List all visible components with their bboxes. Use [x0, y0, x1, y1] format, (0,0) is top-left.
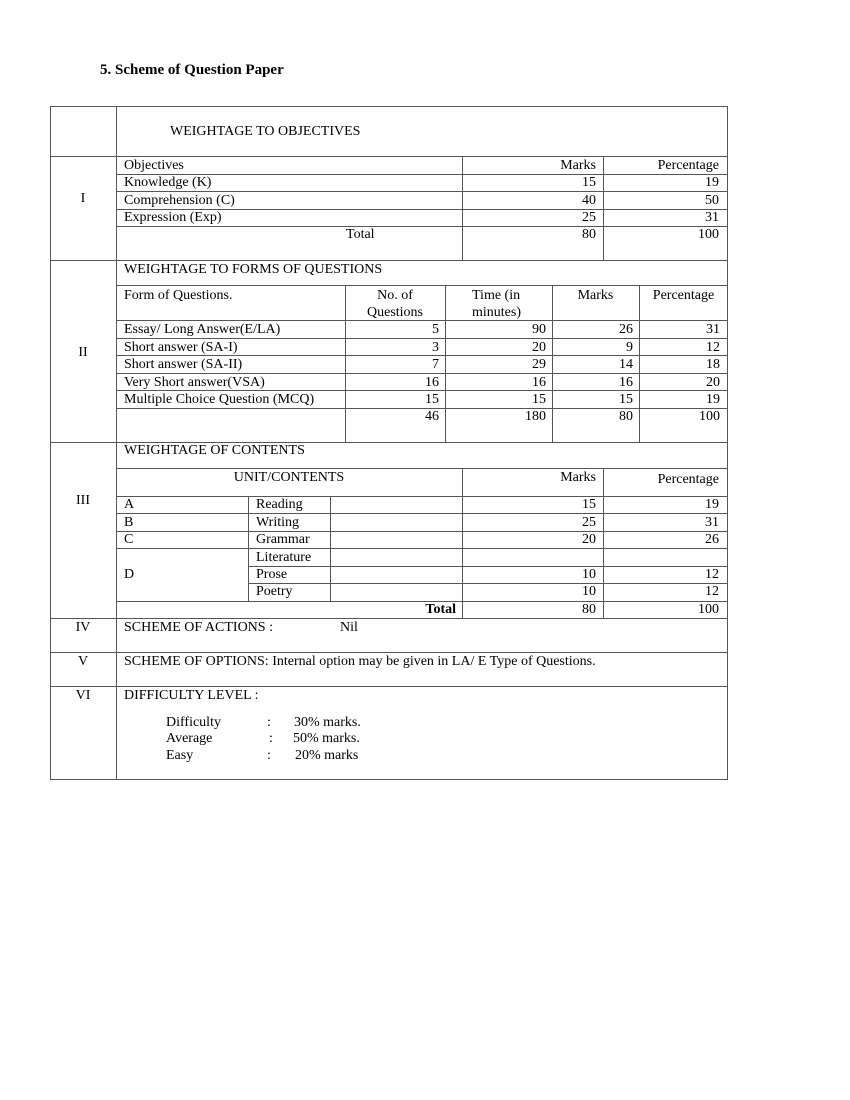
unit-letter: D — [124, 567, 135, 582]
question-count: 5 — [432, 322, 439, 337]
section-number: III — [76, 493, 90, 508]
difficulty-heading: DIFFICULTY LEVEL : — [124, 688, 259, 703]
objective-marks: 40 — [582, 193, 596, 208]
unit-percentage: 12 — [705, 567, 719, 582]
page-title: 5. Scheme of Question Paper — [100, 62, 284, 78]
contents-total-marks: 80 — [582, 602, 596, 617]
question-percentage: 19 — [706, 392, 720, 407]
difficulty-separator: : — [267, 748, 271, 763]
unit-letter: A — [124, 497, 135, 512]
unit-content: Prose — [256, 567, 288, 582]
question-marks: 15 — [619, 392, 633, 407]
difficulty-value: 20% marks — [295, 748, 359, 763]
objective-name: Knowledge (K) — [124, 175, 212, 190]
difficulty-level: Difficulty — [166, 715, 221, 730]
section-number: IV — [75, 620, 91, 635]
difficulty-level: Average — [166, 731, 213, 746]
question-percentage: 20 — [706, 375, 720, 390]
difficulty-separator: : — [267, 715, 271, 730]
section-number: VI — [75, 688, 91, 703]
difficulty-level: Easy — [166, 748, 194, 763]
unit-letter: B — [124, 515, 134, 530]
total-time: 180 — [525, 409, 546, 424]
scheme-of-options: SCHEME OF OPTIONS: Internal option may be given in LA/ E Type of Questions. — [124, 654, 596, 669]
contents-heading: WEIGHTAGE OF CONTENTS — [124, 443, 305, 458]
total-questions: 46 — [425, 409, 439, 424]
scheme-table — [50, 106, 728, 780]
question-time: 29 — [532, 357, 546, 372]
question-percentage: 18 — [706, 357, 720, 372]
objective-percentage: 19 — [705, 175, 719, 190]
objectives-total-label: Total — [346, 227, 375, 242]
question-form: Short answer (SA-II) — [124, 357, 243, 372]
scheme-of-actions-label: SCHEME OF ACTIONS : — [124, 620, 273, 635]
section-number: II — [78, 345, 88, 360]
question-time: 16 — [532, 375, 546, 390]
time-header: Time (in — [472, 288, 521, 303]
objective-percentage: 31 — [705, 210, 719, 225]
question-time: 15 — [532, 392, 546, 407]
contents-total-label: Total — [425, 602, 456, 617]
unit-content: Writing — [256, 515, 299, 530]
marks-header: Marks — [560, 158, 596, 173]
objectives-total-marks: 80 — [582, 227, 596, 242]
question-form: Multiple Choice Question (MCQ) — [124, 392, 315, 407]
form-header: Form of Questions. — [124, 288, 233, 303]
total-marks: 80 — [619, 409, 633, 424]
objective-marks: 15 — [582, 175, 596, 190]
question-marks: 14 — [619, 357, 633, 372]
percentage-header: Percentage — [652, 288, 715, 303]
question-time: 90 — [532, 322, 546, 337]
percentage-header: Percentage — [657, 158, 719, 173]
unit-percentage: 26 — [705, 532, 719, 547]
time-header-2: minutes) — [472, 305, 521, 320]
objectives-header: Objectives — [124, 158, 184, 173]
question-form: Essay/ Long Answer(E/LA) — [124, 322, 281, 337]
section-number: I — [80, 191, 86, 206]
unit-content: Grammar — [256, 532, 310, 547]
question-percentage: 31 — [706, 322, 720, 337]
question-marks: 9 — [626, 340, 633, 355]
contents-total-percentage: 100 — [698, 602, 719, 617]
no-questions-header: No. of — [377, 288, 413, 303]
question-time: 20 — [532, 340, 546, 355]
total-percentage: 100 — [699, 409, 720, 424]
unit-letter: C — [124, 532, 134, 547]
unit-percentage: 19 — [705, 497, 719, 512]
question-percentage: 12 — [706, 340, 720, 355]
difficulty-value: 30% marks. — [294, 715, 361, 730]
objectives-total-percentage: 100 — [698, 227, 719, 242]
unit-percentage: 31 — [705, 515, 719, 530]
difficulty-value: 50% marks. — [293, 731, 360, 746]
objective-marks: 25 — [582, 210, 596, 225]
question-count: 7 — [432, 357, 439, 372]
objectives-heading: WEIGHTAGE TO OBJECTIVES — [170, 124, 361, 139]
unit-marks: 10 — [582, 584, 596, 599]
unit-content: Reading — [256, 497, 303, 512]
unit-content: Literature — [256, 550, 312, 565]
unit-marks: 10 — [582, 567, 596, 582]
objective-percentage: 50 — [705, 193, 719, 208]
question-form: Very Short answer(VSA) — [124, 375, 265, 390]
question-count: 16 — [425, 375, 439, 390]
difficulty-separator: : — [269, 731, 273, 746]
marks-header: Marks — [577, 288, 614, 303]
unit-marks: 20 — [582, 532, 596, 547]
unit-contents-header: UNIT/CONTENTS — [233, 470, 345, 485]
question-marks: 16 — [619, 375, 633, 390]
objective-name: Expression (Exp) — [124, 210, 222, 225]
marks-header: Marks — [560, 470, 596, 485]
objective-name: Comprehension (C) — [124, 193, 235, 208]
question-count: 15 — [425, 392, 439, 407]
question-form: Short answer (SA-I) — [124, 340, 238, 355]
section-number: V — [77, 654, 89, 669]
unit-marks: 25 — [582, 515, 596, 530]
forms-heading: WEIGHTAGE TO FORMS OF QUESTIONS — [124, 262, 383, 277]
scheme-of-actions-value: Nil — [340, 620, 358, 635]
unit-marks: 15 — [582, 497, 596, 512]
no-questions-header-2: Questions — [367, 305, 423, 320]
question-marks: 26 — [619, 322, 633, 337]
unit-content: Poetry — [256, 584, 293, 599]
unit-percentage: 12 — [705, 584, 719, 599]
question-count: 3 — [432, 340, 439, 355]
percentage-header: Percentage — [657, 472, 719, 487]
